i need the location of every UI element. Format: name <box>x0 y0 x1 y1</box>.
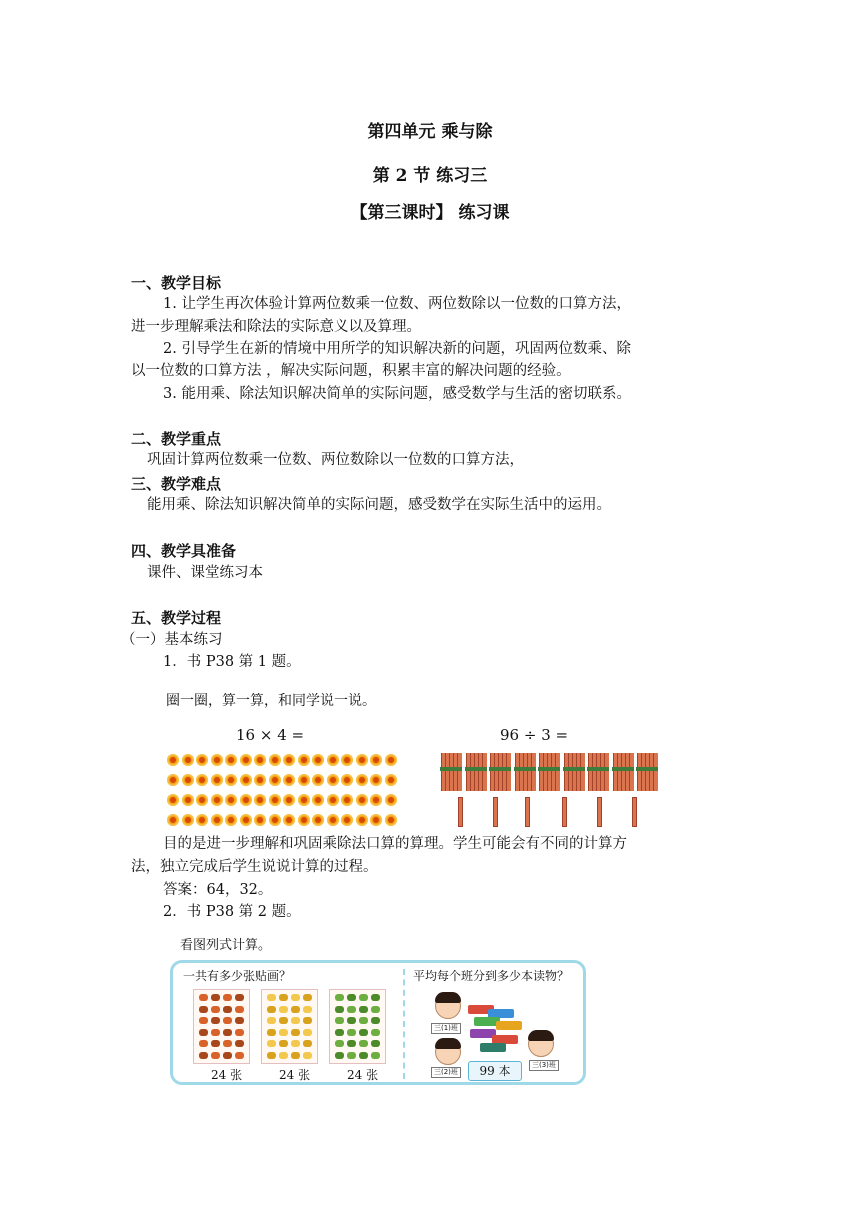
sticker-icon <box>267 994 276 1001</box>
flower-icon <box>370 774 382 786</box>
flower-icon <box>225 794 237 806</box>
flower-icon <box>385 774 397 786</box>
flower-icon <box>269 774 281 786</box>
flower-icon <box>298 774 310 786</box>
note-line-1: 目的是进一步理解和巩固乘除法口算的算理。学生可能会有不同的计算方 <box>163 836 627 852</box>
sticker-icon <box>359 994 368 1001</box>
single-stick-icon <box>632 797 637 827</box>
flower-icon <box>385 794 397 806</box>
flower-icon <box>211 754 223 766</box>
flower-icon <box>370 794 382 806</box>
flower-icon <box>385 754 397 766</box>
sticker-icon <box>223 1029 232 1036</box>
flower-icon <box>225 754 237 766</box>
sticker-icon <box>347 1052 356 1059</box>
sticker-icon <box>335 1052 344 1059</box>
flower-icon <box>370 814 382 826</box>
sticker-icon <box>199 1017 208 1024</box>
flower-icon <box>283 774 295 786</box>
sticker-icon <box>223 1040 232 1047</box>
single-stick-icon <box>562 797 567 827</box>
flower-icon <box>254 754 266 766</box>
flower-icon <box>225 774 237 786</box>
child-boy-avatar-2 <box>528 1031 554 1057</box>
sticker-icon <box>303 994 312 1001</box>
flower-icon <box>356 814 368 826</box>
sticker-icon <box>211 994 220 1001</box>
flower-icon <box>196 794 208 806</box>
stick-bundle-icon <box>637 753 657 791</box>
flower-icon <box>283 754 295 766</box>
flower-icon <box>269 814 281 826</box>
flower-icon <box>341 794 353 806</box>
flower-icon <box>182 754 194 766</box>
sticker-icon <box>291 1017 300 1024</box>
sticker-icon <box>267 1040 276 1047</box>
sticker-icon <box>335 1029 344 1036</box>
sticker-icon <box>279 1006 288 1013</box>
single-stick-icon <box>597 797 602 827</box>
stick-bundle-icon <box>613 753 633 791</box>
flower-icon <box>298 794 310 806</box>
sticker-icon <box>267 1052 276 1059</box>
flower-icon <box>254 794 266 806</box>
flower-icon <box>211 814 223 826</box>
sticker-icon <box>279 1017 288 1024</box>
single-stick-icon <box>525 797 530 827</box>
class-tag-3: 三(3)班 <box>529 1060 559 1071</box>
sticker-icon <box>199 1006 208 1013</box>
sticker-icon <box>235 1006 244 1013</box>
flower-icon <box>240 794 252 806</box>
sticker-icon <box>211 1040 220 1047</box>
sticker-icon <box>335 1006 344 1013</box>
flower-icon <box>196 814 208 826</box>
sticker-icon <box>371 1040 380 1047</box>
books-total-label: 99 本 <box>468 1061 522 1081</box>
flower-icon <box>182 794 194 806</box>
flower-icon <box>312 814 324 826</box>
sticker-icon <box>223 1006 232 1013</box>
flower-icon <box>312 794 324 806</box>
flower-icon <box>196 774 208 786</box>
sticker-icon <box>335 994 344 1001</box>
sticker-icon <box>303 1006 312 1013</box>
child-girl-avatar <box>435 993 461 1019</box>
flower-icon <box>370 754 382 766</box>
answer-text: 答案：64，32。 <box>163 882 273 898</box>
sticker-icon <box>211 1052 220 1059</box>
lesson-title: 【第三课时】 练习课 <box>350 203 510 223</box>
single-stick-icon <box>458 797 463 827</box>
flower-icon <box>327 774 339 786</box>
flower-icon <box>356 794 368 806</box>
books-question: 平均每个班分到多少本读物？ <box>413 969 570 983</box>
sticker-icon <box>303 1017 312 1024</box>
sticker-icon <box>291 994 300 1001</box>
flower-icon <box>269 794 281 806</box>
section-heading-difficulties: 三、教学难点 <box>131 475 222 493</box>
section-heading-process: 五、教学过程 <box>131 609 222 627</box>
flower-icon <box>240 814 252 826</box>
flower-icon <box>341 814 353 826</box>
sticker-icon <box>359 1006 368 1013</box>
sticker-icon <box>371 1029 380 1036</box>
sticker-icon <box>359 1029 368 1036</box>
flower-icon <box>356 754 368 766</box>
sticker-icon <box>279 1052 288 1059</box>
panel-divider <box>403 969 405 1079</box>
flower-icon <box>182 774 194 786</box>
sticker-icon <box>235 1052 244 1059</box>
flower-icon <box>298 814 310 826</box>
flower-icon <box>225 814 237 826</box>
sticker-icon <box>347 1040 356 1047</box>
sticker-icon <box>199 994 208 1001</box>
flower-icon <box>167 774 179 786</box>
sticker-icon <box>291 1029 300 1036</box>
sticker-icon <box>359 1017 368 1024</box>
materials-text: 课件、课堂练习本 <box>147 565 263 581</box>
flower-icon <box>327 754 339 766</box>
class-tag-2: 三(2)班 <box>431 1067 461 1078</box>
flower-icon <box>298 754 310 766</box>
sticker-icon <box>303 1052 312 1059</box>
sticker-icon <box>347 1017 356 1024</box>
stick-bundle-icon <box>539 753 559 791</box>
stick-bundle-icon <box>515 753 535 791</box>
flower-icon <box>356 774 368 786</box>
sticker-icon <box>291 1040 300 1047</box>
flower-icon <box>385 814 397 826</box>
flower-icon <box>283 794 295 806</box>
flower-icon <box>211 774 223 786</box>
sticker-icon <box>347 994 356 1001</box>
sticker-icon <box>199 1052 208 1059</box>
sticker-icon <box>235 1017 244 1024</box>
flower-icon <box>196 754 208 766</box>
sticker-icon <box>347 1006 356 1013</box>
figure-1-division-expression: 96 ÷ 3 = <box>500 726 569 744</box>
objective-1-line-1: 1. 让学生再次体验计算两位数乘一位数、两位数除以一位数的口算方法， <box>163 296 631 312</box>
figure-2-panel <box>170 960 586 1085</box>
stick-bundle-icon <box>490 753 510 791</box>
sticker-card <box>261 989 318 1064</box>
sticker-icon <box>211 1006 220 1013</box>
flower-icon <box>240 774 252 786</box>
figure-2-instruction: 看图列式计算。 <box>180 938 272 953</box>
flower-icon <box>182 814 194 826</box>
sticker-icon <box>371 1006 380 1013</box>
objective-3: 3. 能用乘、除法知识解决简单的实际问题，感受数学与生活的密切联系。 <box>163 386 631 402</box>
section-title: 第 2 节 练习三 <box>372 166 488 186</box>
sticker-icon <box>371 994 380 1001</box>
sticker-icon <box>211 1017 220 1024</box>
sticker-icon <box>279 1040 288 1047</box>
sticker-icon <box>279 994 288 1001</box>
question-2-ref: 2．书 P38 第 2 题。 <box>163 904 301 920</box>
sticker-icon <box>223 1017 232 1024</box>
sticker-question: 一共有多少张贴画？ <box>183 969 292 983</box>
sticker-count-1: 24 张 <box>211 1068 243 1082</box>
difficulties-text: 能用乘、除法知识解决简单的实际问题，感受数学在实际生活中的运用。 <box>147 497 611 513</box>
flower-icon <box>312 754 324 766</box>
objective-2-line-1: 2. 引导学生在新的情境中用所学的知识解决新的问题，巩固两位数乘、除 <box>163 341 631 357</box>
sticker-icon <box>279 1029 288 1036</box>
flower-icon <box>211 794 223 806</box>
sticker-card <box>329 989 386 1064</box>
stick-bundle-icon <box>466 753 486 791</box>
stick-bundle-icon <box>564 753 584 791</box>
sticker-icon <box>235 1040 244 1047</box>
flower-icon <box>167 794 179 806</box>
sticker-icon <box>303 1029 312 1036</box>
sticker-card <box>193 989 250 1064</box>
unit-title: 第四单元 乘与除 <box>367 122 493 142</box>
sticker-icon <box>267 1017 276 1024</box>
subsection-basic-practice: （一）基本练习 <box>121 632 223 648</box>
objective-1-line-2: 进一步理解乘法和除法的实际意义以及算理。 <box>131 319 421 335</box>
sticker-icon <box>371 1052 380 1059</box>
sticker-icon <box>199 1040 208 1047</box>
figure-1-instruction: 圈一圈，算一算，和同学说一说。 <box>166 693 376 709</box>
child-boy-avatar-1 <box>435 1039 461 1065</box>
flower-icon <box>254 774 266 786</box>
section-heading-objectives: 一、教学目标 <box>131 274 222 292</box>
flower-icon <box>341 774 353 786</box>
question-1-ref: 1．书 P38 第 1 题。 <box>163 654 301 670</box>
stick-bundle-icon <box>441 753 461 791</box>
sticker-icon <box>371 1017 380 1024</box>
sticker-icon <box>211 1029 220 1036</box>
sticker-icon <box>291 1052 300 1059</box>
flower-icon <box>341 754 353 766</box>
sticker-icon <box>359 1040 368 1047</box>
class-tag-1: 三(1)班 <box>431 1023 461 1034</box>
sticker-count-2: 24 张 <box>279 1068 311 1082</box>
figure-1-multiplication-expression: 16 × 4 = <box>236 726 305 744</box>
sticker-icon <box>267 1006 276 1013</box>
flower-icon <box>167 814 179 826</box>
sticker-icon <box>199 1029 208 1036</box>
sticker-icon <box>267 1029 276 1036</box>
flower-icon <box>167 754 179 766</box>
sticker-icon <box>335 1017 344 1024</box>
flower-icon <box>254 814 266 826</box>
sticker-icon <box>235 994 244 1001</box>
stick-bundle-icon <box>588 753 608 791</box>
sticker-icon <box>235 1029 244 1036</box>
flower-icon <box>327 814 339 826</box>
sticker-icon <box>335 1040 344 1047</box>
section-heading-materials: 四、教学具准备 <box>131 542 237 560</box>
flower-icon <box>269 754 281 766</box>
sticker-count-3: 24 张 <box>347 1068 379 1082</box>
note-line-2: 法，独立完成后学生说说计算的过程。 <box>131 859 378 875</box>
flower-icon <box>240 754 252 766</box>
sticker-icon <box>223 994 232 1001</box>
single-stick-icon <box>493 797 498 827</box>
flower-icon <box>327 794 339 806</box>
objective-2-line-2: 以一位数的口算方法 ，解决实际问题，积累丰富的解决问题的经验。 <box>131 363 571 379</box>
sticker-icon <box>359 1052 368 1059</box>
key-points-text: 巩固计算两位数乘一位数、两位数除以一位数的口算方法， <box>147 452 524 468</box>
flower-icon <box>312 774 324 786</box>
flower-icon <box>283 814 295 826</box>
sticker-icon <box>223 1052 232 1059</box>
sticker-icon <box>347 1029 356 1036</box>
sticker-icon <box>303 1040 312 1047</box>
sticker-icon <box>291 1006 300 1013</box>
section-heading-key-points: 二、教学重点 <box>131 430 222 448</box>
